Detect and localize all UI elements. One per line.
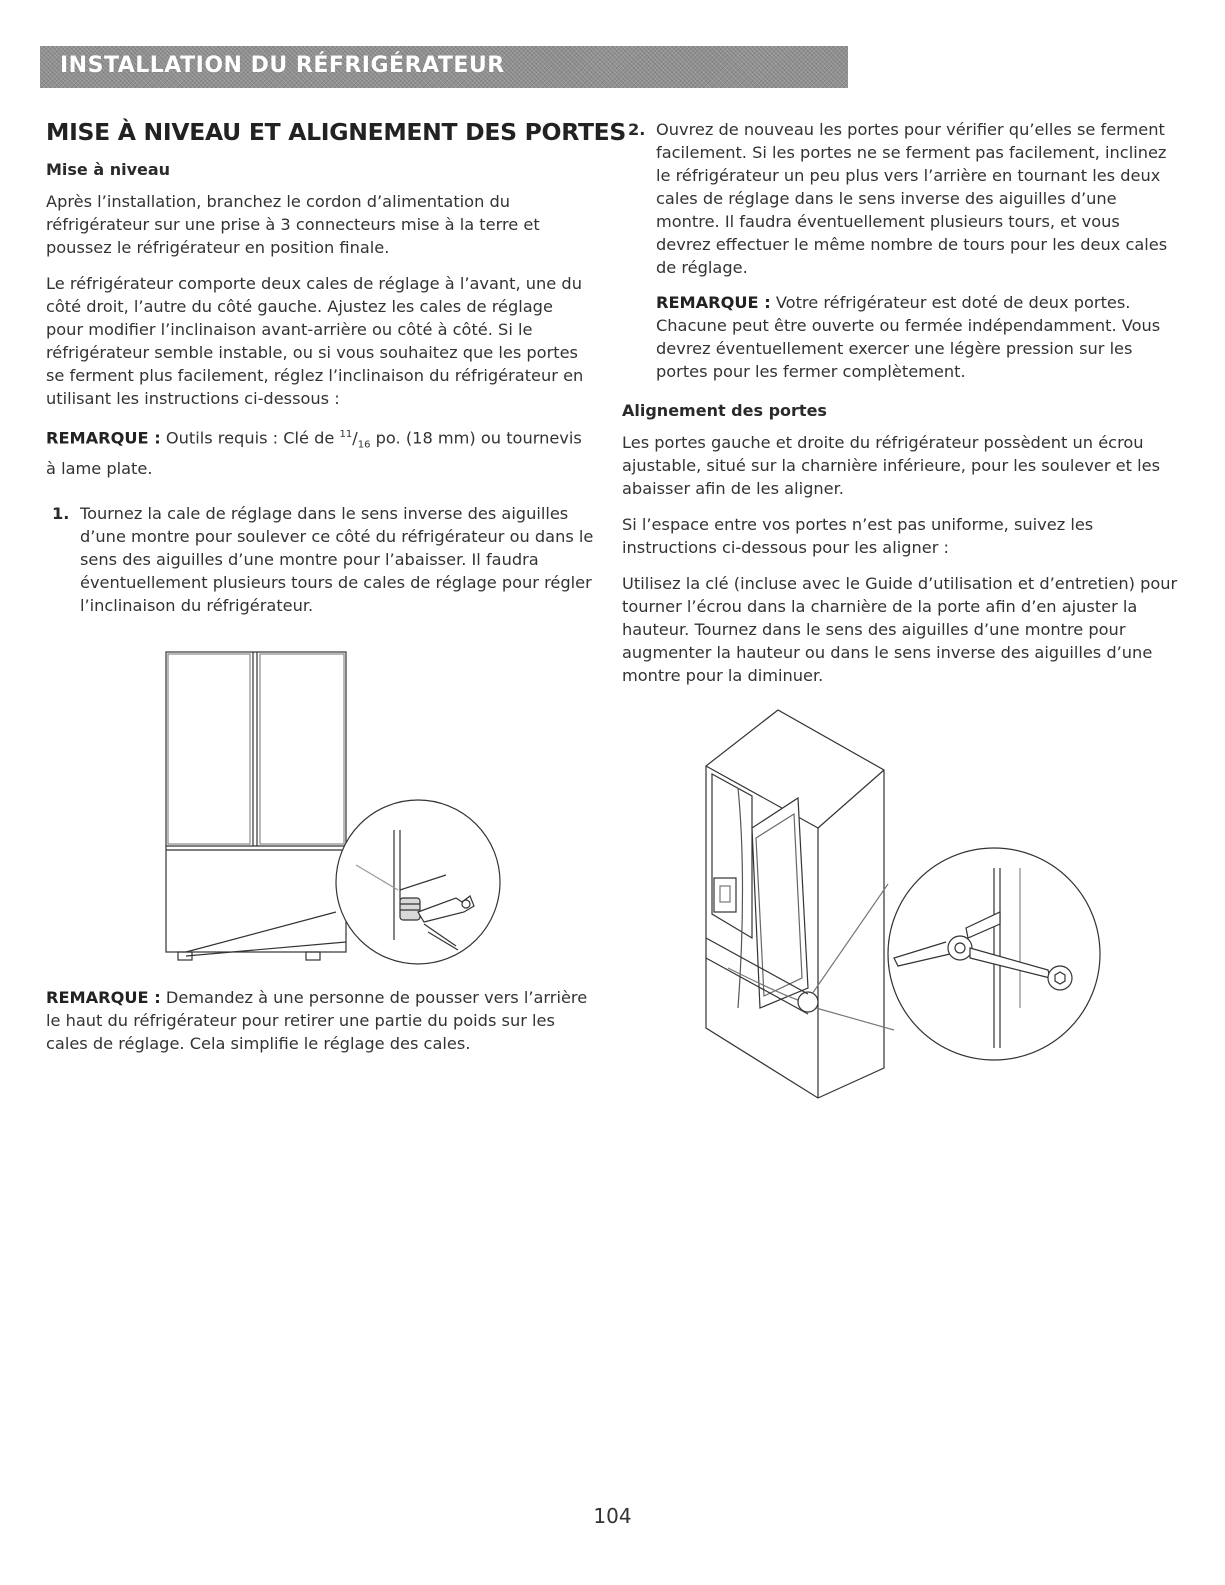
paragraph-wrench-instructions: Utilisez la clé (incluse avec le Guide d’utilisation et d’entretien) pour tourner l’écrou dans la charnière de la porte afin d’en ajuster la hauteur. Tournez dans le sens des aiguilles d’une montre pour augmenter la hauteur ou dans le sens inverse des aiguilles d’une montre pour la diminuer. [622,574,1178,685]
fraction-numerator: 11 [339,429,353,440]
paragraph-adjustable-nut: Les portes gauche et droite du réfrigérateur possèdent un écrou ajustable, situé sur la charnière inférieure, pour les soulever et les abaisser afin de les aligner. [622,433,1161,498]
note-label: REMARQUE : [46,988,161,1007]
step-text: Tournez la cale de réglage dans le sens inverse des aiguilles d’une montre pour soulever ce côté du réfrigérateur ou dans le sens des aiguilles d’une montre pour l’abaisser. Il faudra éventuellement plusieurs tours de cales de réglage pour régler l’inclinaison du réfrigérateur. [80,503,594,615]
page-number: 104 [593,1504,632,1528]
page-title: MISE À NIVEAU ET ALIGNEMENT DES PORTES [46,118,627,146]
left-column [46,118,627,629]
step-1 [46,502,594,617]
note-two-doors-text: Votre réfrigérateur est doté de deux portes. Chacune peut être ouverte ou fermée indépendamment. Vous devrez éventuellement exercer une légère pression sur les portes pour les fermer complètement. [656,293,1161,381]
step-number: 2. [628,120,646,139]
note-tools-text: Outils requis : Clé de [165,428,335,448]
note-label: REMARQUE : [46,428,161,448]
step-text: Ouvrez de nouveau les portes pour vérifier qu’elles se ferment facilement. Si les portes ne se ferment pas facilement, inclinez le réfrigérateur un peu plus vers l’arrière en tournant les deux cales de réglage dans le sens inverse des aiguilles d’une montre. Il faudra éventuellement plusieurs tours, et vous devrez effectuer le même nombre de tours pour les deux cales de réglage. [656,120,1168,277]
subtitle-leveling: Mise à niveau [46,160,171,179]
right-column [622,118,1178,700]
note-push-back-text: Demandez à une personne de pousser vers l’arrière le haut du réfrigérateur pour retirer une partie du poids sur les cales de réglage. Cela simplifie le réglage des cales. [46,988,588,1053]
note-tools: REMARQUE : Outils requis : Clé de $^{11}/_{16}$ po. (18 mm) ou tournevis à lame plate. [46,428,582,478]
banner-title: INSTALLATION DU RÉFRIGÉRATEUR [60,53,505,78]
section-banner [40,46,848,88]
note-tools-text-end: po. (18 mm) ou tournevis à lame plate. [46,428,582,478]
step-2 [622,118,1178,279]
note-label: REMARQUE : [656,293,771,312]
step-number: 1. [52,503,70,523]
note-two-doors [622,291,1178,383]
door-alignment-illustration [698,708,1176,1106]
note-push-back [46,986,594,1055]
paragraph-install: Après l’installation, branchez le cordon d’alimentation du réfrigérateur sur une prise à 3 connecteurs mise à la terre et poussez le réfrigérateur en position finale. [46,192,540,257]
leveling-leg-illustration [156,650,508,975]
subtitle-door-alignment: Alignement des portes [622,401,827,420]
fraction-denominator: 16 [357,439,371,451]
paragraph-leveling-legs: Le réfrigérateur comporte deux cales de réglage à l’avant, une du côté droit, l’autre du côté gauche. Ajustez les cales de réglage pour modifier l’inclinaison avant-arrière ou côté à côté. Si le réfrigérateur semble instable, ou si vous souhaitez que les portes se ferment plus facilement, réglez l’inclinaison du réfrigérateur en utilisant les instructions ci-dessous : [46,274,584,408]
paragraph-uneven-gap: Si l’espace entre vos portes n’est pas uniforme, suivez les instructions ci-dessous pour les aligner : [622,515,1094,557]
